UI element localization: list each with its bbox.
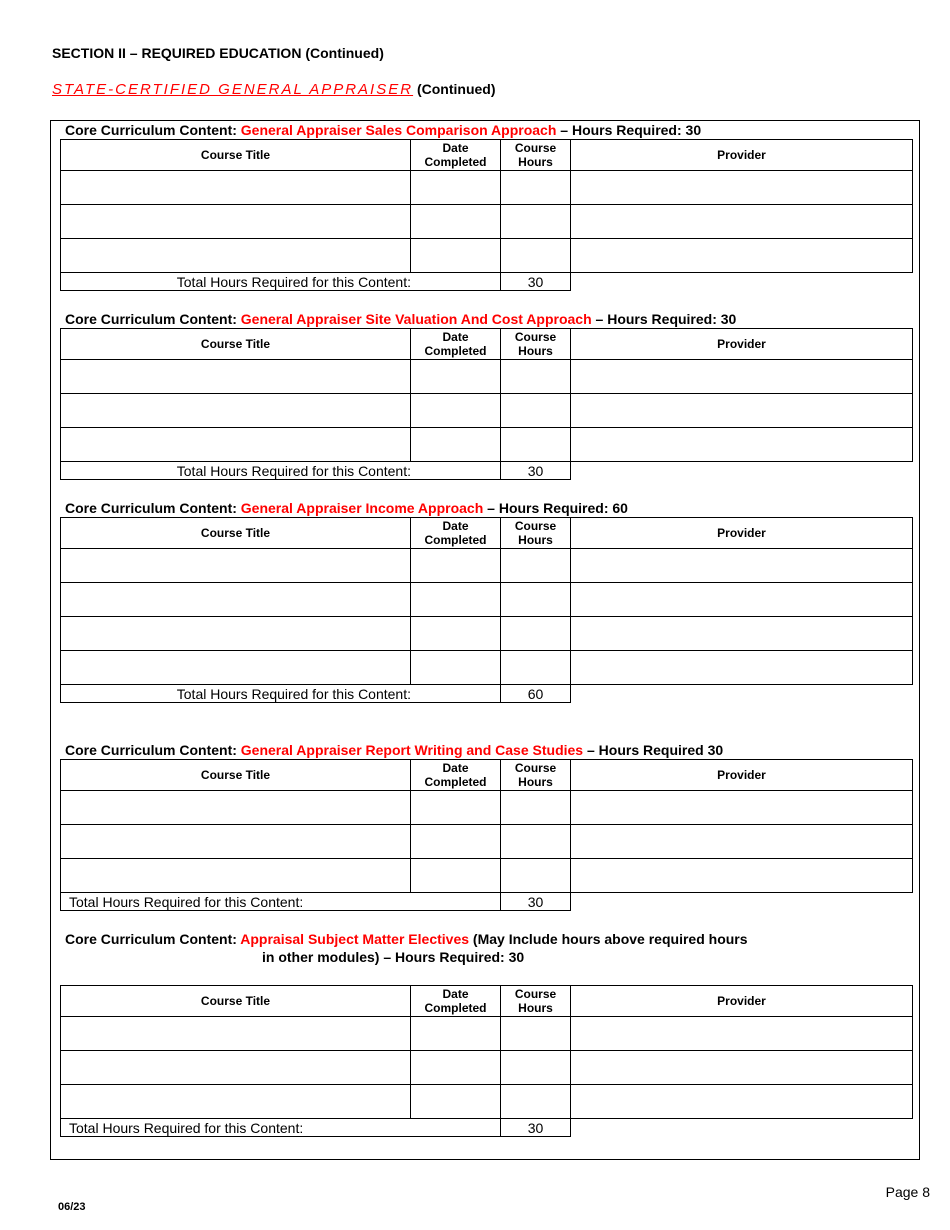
table-row xyxy=(61,859,913,893)
course-table-sales-comparison xyxy=(60,139,913,291)
table-row xyxy=(61,360,913,394)
block-heading-sales-comparison xyxy=(65,121,701,139)
total-row xyxy=(61,462,913,480)
course-title-cell[interactable] xyxy=(61,1085,411,1119)
col-course-title: Course Title xyxy=(61,140,411,171)
provider-cell[interactable] xyxy=(571,617,913,651)
course-title-cell[interactable] xyxy=(61,651,411,685)
heading-prefix: Core Curriculum Content: xyxy=(65,931,237,947)
total-label: Total Hours Required for this Content: xyxy=(61,1119,501,1137)
heading-suffix: – Hours Required: 60 xyxy=(487,500,628,516)
table-row xyxy=(61,239,913,273)
date-completed-cell[interactable] xyxy=(411,1017,501,1051)
table-row xyxy=(61,428,913,462)
table-row xyxy=(61,549,913,583)
provider-cell[interactable] xyxy=(571,549,913,583)
course-hours-cell[interactable] xyxy=(501,651,571,685)
continued-label: (Continued) xyxy=(416,81,496,97)
col-course-hours: Course Hours xyxy=(501,329,571,360)
heading-topic: General Appraiser Income Approach xyxy=(240,500,484,516)
course-title-cell[interactable] xyxy=(61,205,411,239)
block-heading-site-valuation xyxy=(65,310,736,328)
table-header-row xyxy=(61,329,913,360)
table-row xyxy=(61,1017,913,1051)
course-table-income-approach xyxy=(60,517,913,703)
date-completed-cell[interactable] xyxy=(411,205,501,239)
total-hours: 30 xyxy=(501,273,571,291)
total-row xyxy=(61,273,913,291)
table-row xyxy=(61,583,913,617)
provider-cell[interactable] xyxy=(571,1085,913,1119)
course-title-cell[interactable] xyxy=(61,360,411,394)
date-completed-cell[interactable] xyxy=(411,617,501,651)
course-hours-cell[interactable] xyxy=(501,791,571,825)
table-row xyxy=(61,1085,913,1119)
provider-cell[interactable] xyxy=(571,1017,913,1051)
total-row xyxy=(61,1119,913,1137)
course-table-report-writing xyxy=(60,759,913,911)
table-row xyxy=(61,394,913,428)
total-hours: 60 xyxy=(501,685,571,703)
date-completed-cell[interactable] xyxy=(411,1085,501,1119)
table-header-row xyxy=(61,760,913,791)
table-row xyxy=(61,1051,913,1085)
heading-topic: General Appraiser Report Writing and Case Studies xyxy=(240,742,584,758)
section-title: SECTION II – REQUIRED EDUCATION (Continued) xyxy=(52,45,384,61)
total-label: Total Hours Required for this Content: xyxy=(61,893,501,911)
provider-cell[interactable] xyxy=(571,859,913,893)
col-course-title: Course Title xyxy=(61,760,411,791)
heading-suffix: – Hours Required: 30 xyxy=(560,122,702,138)
total-label: Total Hours Required for this Content: xyxy=(61,685,501,703)
course-title-cell[interactable] xyxy=(61,825,411,859)
total-spacer xyxy=(571,893,913,911)
table-row xyxy=(61,825,913,859)
total-hours: 30 xyxy=(501,1119,571,1137)
course-table-site-valuation xyxy=(60,328,913,480)
table-row xyxy=(61,791,913,825)
total-label: Total Hours Required for this Content: xyxy=(61,273,501,291)
provider-cell[interactable] xyxy=(571,205,913,239)
heading-prefix: Core Curriculum Content: xyxy=(65,500,237,516)
table-row xyxy=(61,651,913,685)
course-hours-cell[interactable] xyxy=(501,1017,571,1051)
course-hours-cell[interactable] xyxy=(501,617,571,651)
revision-date: 06/23 xyxy=(58,1201,86,1213)
col-provider: Provider xyxy=(571,760,913,791)
col-date-completed: Date Completed xyxy=(411,986,501,1017)
block-heading-electives xyxy=(65,930,748,966)
course-title-cell[interactable] xyxy=(61,428,411,462)
date-completed-cell[interactable] xyxy=(411,360,501,394)
course-hours-cell[interactable] xyxy=(501,239,571,273)
course-hours-cell[interactable] xyxy=(501,394,571,428)
total-spacer xyxy=(571,1119,913,1137)
table-row xyxy=(61,171,913,205)
provider-cell[interactable] xyxy=(571,825,913,859)
date-completed-cell[interactable] xyxy=(411,239,501,273)
col-course-title: Course Title xyxy=(61,518,411,549)
heading-topic: General Appraiser Sales Comparison Approach xyxy=(240,122,557,138)
course-title-cell[interactable] xyxy=(61,617,411,651)
col-date-completed: Date Completed xyxy=(411,329,501,360)
course-hours-cell[interactable] xyxy=(501,428,571,462)
license-type: STATE-CERTIFIED GENERAL APPRAISER xyxy=(52,81,414,98)
date-completed-cell[interactable] xyxy=(411,394,501,428)
course-hours-cell[interactable] xyxy=(501,171,571,205)
total-spacer xyxy=(571,462,913,480)
course-hours-cell[interactable] xyxy=(501,360,571,394)
license-heading xyxy=(52,81,496,98)
total-hours: 30 xyxy=(501,893,571,911)
course-hours-cell[interactable] xyxy=(501,205,571,239)
col-course-title: Course Title xyxy=(61,329,411,360)
heading-topic: General Appraiser Site Valuation And Cost Approach xyxy=(240,311,592,327)
table-header-row xyxy=(61,518,913,549)
col-course-title: Course Title xyxy=(61,986,411,1017)
provider-cell[interactable] xyxy=(571,239,913,273)
course-hours-cell[interactable] xyxy=(501,859,571,893)
date-completed-cell[interactable] xyxy=(411,1051,501,1085)
course-title-cell[interactable] xyxy=(61,1017,411,1051)
col-date-completed: Date Completed xyxy=(411,140,501,171)
table-row xyxy=(61,205,913,239)
course-title-cell[interactable] xyxy=(61,239,411,273)
col-course-hours: Course Hours xyxy=(501,760,571,791)
provider-cell[interactable] xyxy=(571,171,913,205)
col-provider: Provider xyxy=(571,518,913,549)
date-completed-cell[interactable] xyxy=(411,171,501,205)
heading-suffix: (May Include hours above required hours xyxy=(472,931,748,947)
col-date-completed: Date Completed xyxy=(411,760,501,791)
col-provider: Provider xyxy=(571,986,913,1017)
total-row xyxy=(61,893,913,911)
course-title-cell[interactable] xyxy=(61,1051,411,1085)
table-header-row xyxy=(61,986,913,1017)
heading-suffix: – Hours Required 30 xyxy=(586,742,724,758)
heading-topic: Appraisal Subject Matter Electives xyxy=(240,931,470,947)
total-label: Total Hours Required for this Content: xyxy=(61,462,501,480)
course-hours-cell[interactable] xyxy=(501,583,571,617)
date-completed-cell[interactable] xyxy=(411,428,501,462)
course-title-cell[interactable] xyxy=(61,394,411,428)
table-header-row xyxy=(61,140,913,171)
table-row xyxy=(61,617,913,651)
heading-prefix: Core Curriculum Content: xyxy=(65,311,237,327)
course-title-cell[interactable] xyxy=(61,583,411,617)
block-heading-income-approach xyxy=(65,499,628,517)
provider-cell[interactable] xyxy=(571,360,913,394)
heading-suffix: – Hours Required: 30 xyxy=(595,311,737,327)
page-number: Page 8 xyxy=(885,1184,930,1200)
provider-cell[interactable] xyxy=(571,428,913,462)
col-provider: Provider xyxy=(571,329,913,360)
heading-prefix: Core Curriculum Content: xyxy=(65,742,237,758)
course-title-cell[interactable] xyxy=(61,859,411,893)
date-completed-cell[interactable] xyxy=(411,549,501,583)
date-completed-cell[interactable] xyxy=(411,583,501,617)
block-heading-report-writing xyxy=(65,741,723,759)
total-row xyxy=(61,685,913,703)
heading-prefix: Core Curriculum Content: xyxy=(65,122,237,138)
total-spacer xyxy=(571,273,913,291)
provider-cell[interactable] xyxy=(571,651,913,685)
course-hours-cell[interactable] xyxy=(501,1051,571,1085)
date-completed-cell[interactable] xyxy=(411,825,501,859)
col-date-completed: Date Completed xyxy=(411,518,501,549)
col-course-hours: Course Hours xyxy=(501,140,571,171)
provider-cell[interactable] xyxy=(571,1051,913,1085)
provider-cell[interactable] xyxy=(571,791,913,825)
heading-suffix-line2: in other modules) – Hours Required: 30 xyxy=(262,949,525,965)
course-title-cell[interactable] xyxy=(61,549,411,583)
course-title-cell[interactable] xyxy=(61,791,411,825)
provider-cell[interactable] xyxy=(571,583,913,617)
date-completed-cell[interactable] xyxy=(411,791,501,825)
provider-cell[interactable] xyxy=(571,394,913,428)
course-hours-cell[interactable] xyxy=(501,1085,571,1119)
course-hours-cell[interactable] xyxy=(501,549,571,583)
course-hours-cell[interactable] xyxy=(501,825,571,859)
total-spacer xyxy=(571,685,913,703)
date-completed-cell[interactable] xyxy=(411,859,501,893)
col-course-hours: Course Hours xyxy=(501,518,571,549)
course-title-cell[interactable] xyxy=(61,171,411,205)
course-table-electives xyxy=(60,985,913,1137)
date-completed-cell[interactable] xyxy=(411,651,501,685)
col-provider: Provider xyxy=(571,140,913,171)
col-course-hours: Course Hours xyxy=(501,986,571,1017)
total-hours: 30 xyxy=(501,462,571,480)
